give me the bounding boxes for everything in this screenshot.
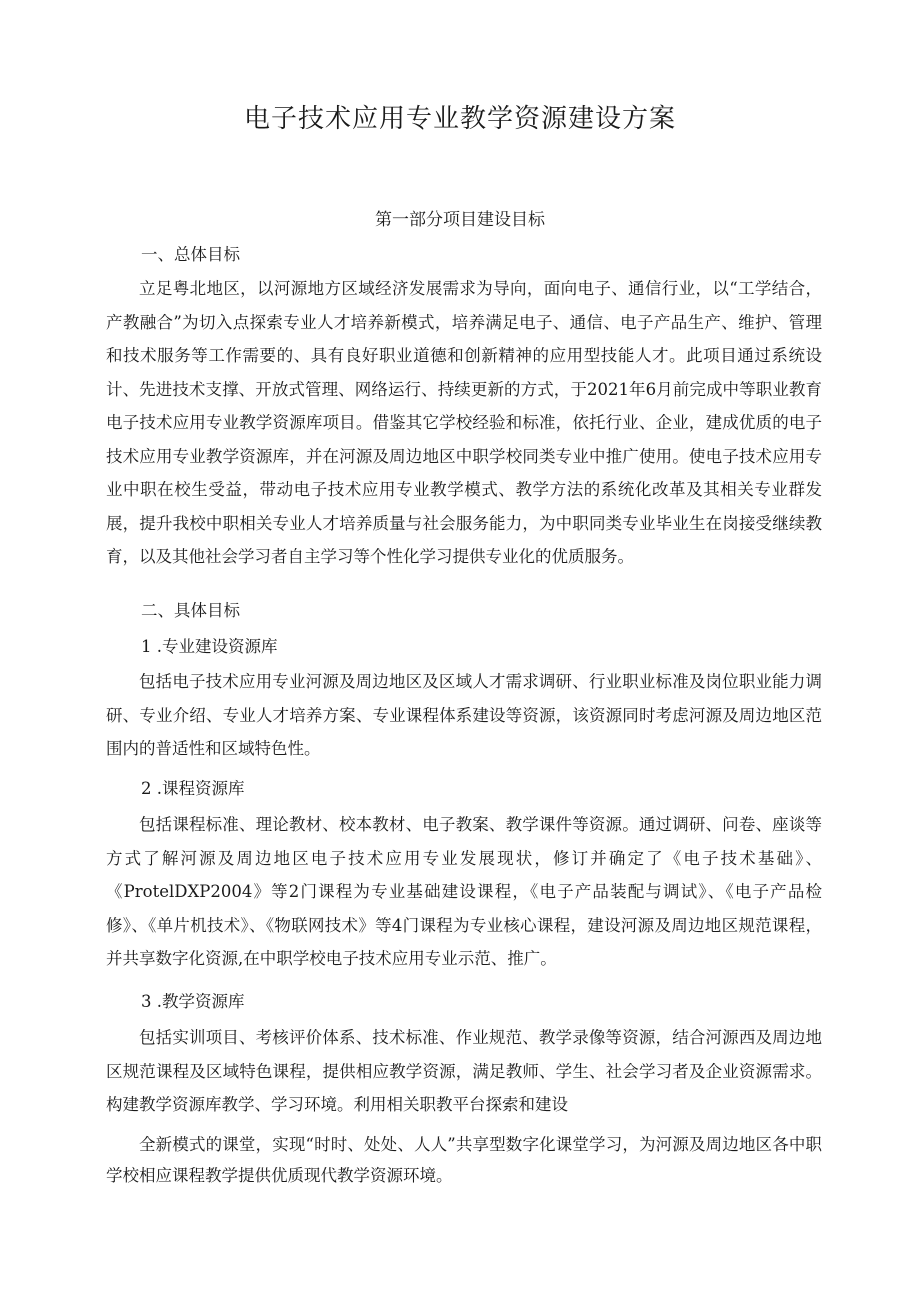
overall-goal-heading: 一、总体目标 — [141, 245, 240, 264]
overall-goal-paragraph: 立足粤北地区，以河源地方区域经济发展需求为导向，面向电子、通信行业，以“工学结合，产教融合”为切入点探索专业人才培养新模式，培养满足电子、通信、电子产品生产、维护、管理和技术服务等工作需要的、具有良好职业道德和创新精神的应用型技能人才。此项目通过系统设计、先进技术支撑、开放式管理、网络运行、持续更新的方式，于2021年6月前完成中等职业教育电子技术应用专业教学资源库项目。借鉴其它学校经验和标准，依托行业、企业，建成优质的电子技术应用专业教学资源库，并在河源及周边地区中职学校同类专业中推广使用。使电子技术应用专业中职在校生受益，带动电子技术应用专业教学模式、教学方法的系统化改革及其相关专业群发展，提升我校中职相关专业人才培养质量与社会服务能力，为中职同类专业毕业生在岗接受继续教育，以及其他社会学习者自主学习等个性化学习提供专业化的优质服务。 — [106, 279, 822, 566]
document-title: 电子技术应用专业教学资源建设方案 — [243, 104, 676, 134]
item2-heading: 2 .课程资源库 — [141, 779, 245, 798]
final-paragraph: 全新模式的课堂，实现“时时、处处、人人”共享型数字化课堂学习，为河源及周边地区各中职学校相应课程教学提供优质现代教学资源环境。 — [106, 1135, 822, 1185]
item2-paragraph: 包括课程标准、理论教材、校本教材、电子教案、教学课件等资源。通过调研、问卷、座谈等方式了解河源及周边地区电子技术应用专业发展现状，修订并确定了《电子技术基础》、《ProtelDXP2004》等2门课程为专业基础建设课程，《电子产品装配与调试》、《电子产品检修》、《单片机技术》、《物联网技术》等4门课程为专业核心课程，建设河源及周边地区规范课程，并共享数字化资源,在中职学校电子技术应用专业示范、推广。 — [106, 815, 822, 968]
part-heading: 第一部分项目建设目标 — [375, 210, 545, 230]
specific-goal-heading: 二、具体目标 — [141, 601, 240, 620]
item1-heading: 1 .专业建设资源库 — [141, 637, 278, 656]
item1-paragraph: 包括电子技术应用专业河源及周边地区及区域人才需求调研、行业职业标准及岗位职业能力调研、专业介绍、专业人才培养方案、专业课程体系建设等资源，该资源同时考虑河源及周边地区范围内的普适性和区域特色性。 — [106, 672, 822, 758]
item3-paragraph: 包括实训项目、考核评价体系、技术标准、作业规范、教学录像等资源，结合河源西及周边地区规范课程及区域特色课程，提供相应教学资源，满足教师、学生、社会学习者及企业资源需求。构建教学资源库教学、学习环境。利用相关职教平台探索和建设 — [106, 1028, 822, 1114]
item3-heading: 3 .教学资源库 — [141, 992, 245, 1011]
